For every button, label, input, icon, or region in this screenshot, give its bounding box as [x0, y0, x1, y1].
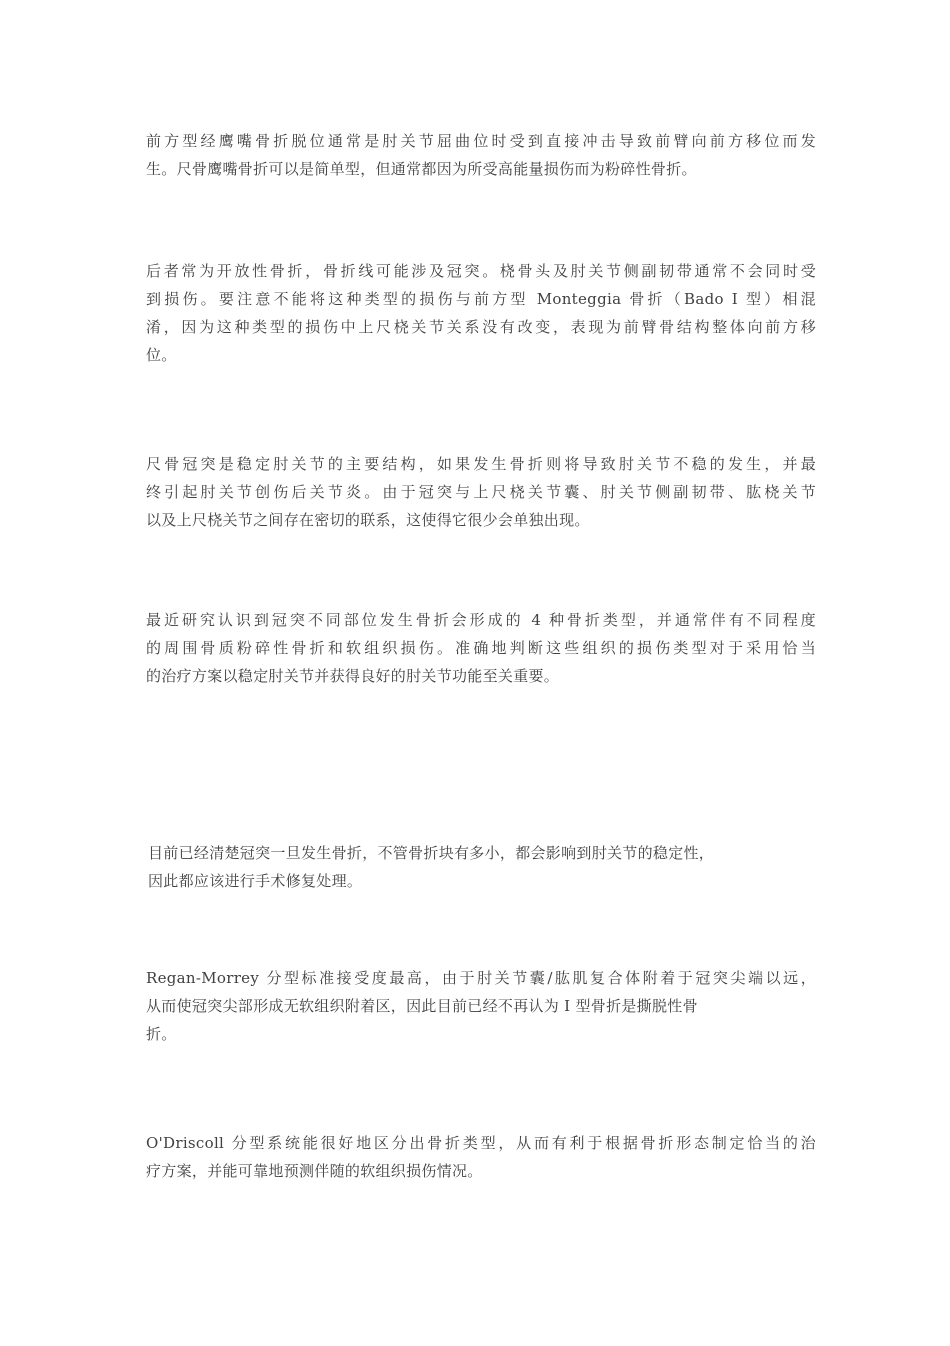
- paragraph-anterior-fracture-dislocation: [146, 127, 816, 183]
- text-line: 疗方案，并能可靠地预测伴随的软组织损伤情况。: [146, 1162, 483, 1180]
- text-line: 生。尺骨鹰嘴骨折可以是简单型，但通常都因为所受高能量损伤而为粉碎性骨折。: [146, 160, 697, 178]
- text-line: 目前已经清楚冠突一旦发生骨折，不管骨折块有多小，都会影响到肘关节的稳定性，: [148, 844, 715, 862]
- text-line: 淆，因为这种类型的损伤中上尺桡关节关系没有改变，表现为前臂骨结构整体向前方移: [146, 318, 816, 336]
- paragraph-fracture-types: [146, 606, 816, 690]
- paragraph-coronoid-stability: [146, 450, 816, 534]
- text-line: 终引起肘关节创伤后关节炎。由于冠突与上尺桡关节囊、肘关节侧副韧带、肱桡关节: [146, 483, 816, 501]
- text-line: 的周围骨质粉碎性骨折和软组织损伤。准确地判断这些组织的损伤类型对于采用恰当: [146, 639, 816, 657]
- text-line: 因此都应该进行手术修复处理。: [148, 872, 363, 890]
- text-line: 最近研究认识到冠突不同部位发生骨折会形成的 4 种骨折类型，并通常伴有不同程度: [146, 611, 816, 629]
- text-line: 以及上尺桡关节之间存在密切的联系，这使得它很少会单独出现。: [146, 511, 590, 529]
- text-line: Regan-Morrey 分型标准接受度最高，由于肘关节囊/肱肌复合体附着于冠突尖端以远，: [146, 969, 816, 987]
- text-line: 后者常为开放性骨折，骨折线可能涉及冠突。桡骨头及肘关节侧副韧带通常不会同时受: [146, 262, 816, 280]
- text-line: 位。: [146, 346, 177, 364]
- text-line: 的治疗方案以稳定肘关节并获得良好的肘关节功能至关重要。: [146, 667, 560, 685]
- text-line: 从而使冠突尖部形成无软组织附着区，因此目前已经不再认为 I 型骨折是撕脱性骨: [146, 997, 698, 1015]
- text-line: O'Driscoll 分型系统能很好地区分出骨折类型，从而有利于根据骨折形态制定恰当的治: [146, 1134, 816, 1152]
- text-line: 尺骨冠突是稳定肘关节的主要结构，如果发生骨折则将导致肘关节不稳的发生，并最: [146, 455, 816, 473]
- text-line: 折。: [146, 1025, 177, 1043]
- paragraph-odriscoll: [146, 1129, 816, 1185]
- text-line: 到损伤。要注意不能将这种类型的损伤与前方型 Monteggia 骨折（Bado I 型）相混: [146, 290, 816, 308]
- paragraph-regan-morrey: [146, 964, 816, 1048]
- text-line: 前方型经鹰嘴骨折脱位通常是肘关节屈曲位时受到直接冲击导致前臂向前方移位而发: [146, 132, 816, 150]
- paragraph-open-fracture: [146, 257, 816, 369]
- paragraph-surgical-repair: [148, 839, 818, 895]
